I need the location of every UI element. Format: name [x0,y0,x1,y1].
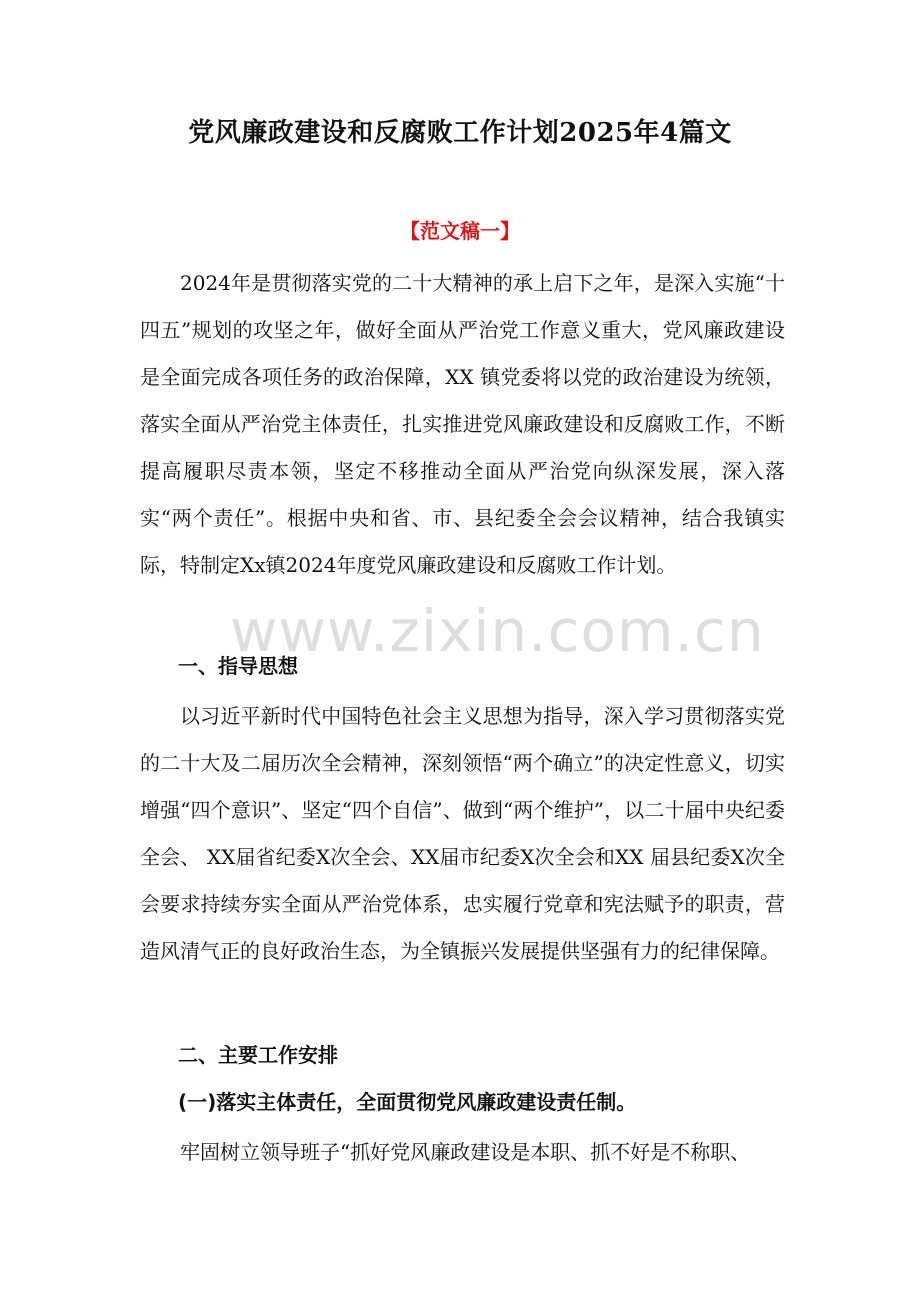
paragraph-main-responsibility: 牢固树立领导班子“抓好党风廉政建设是本职、抓不好是不称职、 [180,1140,751,1164]
heading-guiding-ideology: 一、指导思想 [178,654,298,678]
watermark: www.zixin.com.cn [230,597,765,665]
paragraph-guiding-ideology: 以习近平新时代中国特色社会主义思想为指导，深入学习贯彻落实党的二十大及二届历次全会精神，深刻领悟“两个确立”的决定性意义，切实增强“四个意识”、坚定“四个自信”、做到“两个维护”，以二十届中央纪委全会、 XX届省纪委X次全会、XX届市纪委X次全会和XX 届县纪委X次全会要求持续夯实全面从严治党体系，忠实履行党章和宪法赋予的职责，营造风清气正的良好政治生态，为全镇振兴发展提供坚强有力的纪律保障。 [140,704,785,963]
document-title: 党风廉政建设和反腐败工作计划2025年4篇文 [188,118,732,148]
paragraph-intro: 2024年是贯彻落实党的二十大精神的承上启下之年，是深入实施“十四五”规划的攻坚之年，做好全面从严治党工作意义重大，党风廉政建设是全面完成各项任务的政治保障，XX 镇党委将以党的政治建设为统领，落实全面从严治党主体责任，扎实推进党风廉政建设和反腐败工作，不断提高履职尽责本领，坚定不移推动全面从严治党向纵深发展，深入落实“两个责任”。根据中央和省、市、县纪委全会会议精神，结合我镇实际，特制定Xx镇2024年度党风廉政建设和反腐败工作计划。 [140,271,785,577]
heading-main-work: 二、主要工作安排 [178,1043,338,1067]
subheading-main-responsibility: (一)落实主体责任，全面贯彻党风廉政建设责任制。 [178,1090,637,1114]
section-tag: 【范文稿一】 [400,219,520,243]
